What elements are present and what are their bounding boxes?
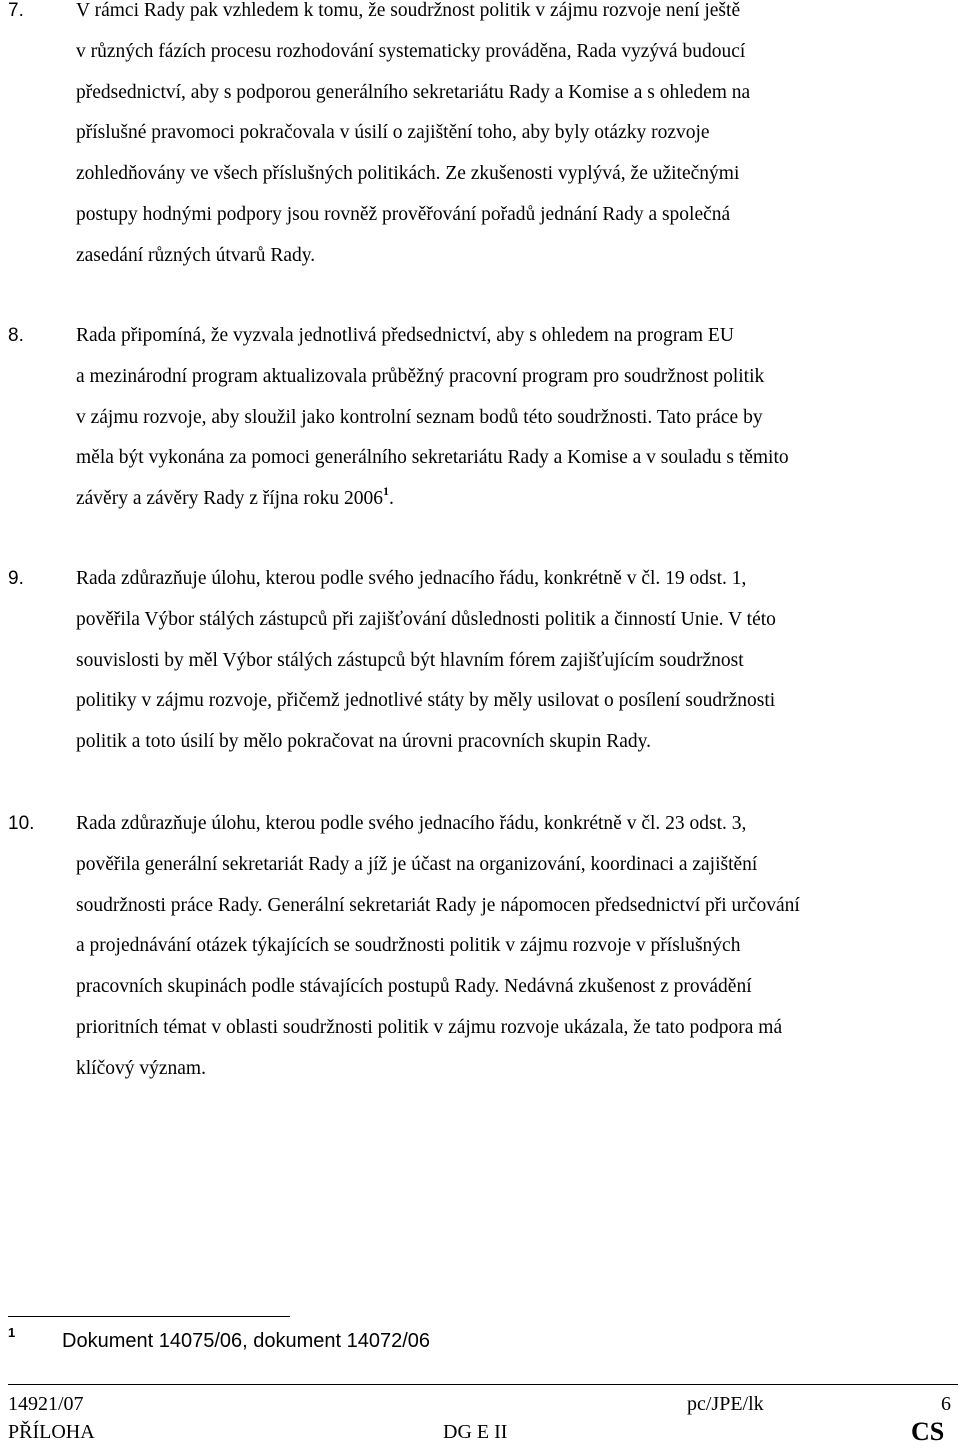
text-line: klíčový význam. bbox=[76, 1057, 206, 1079]
paragraph-text bbox=[76, 804, 946, 1090]
footer-doc-number: 14921/07 bbox=[8, 1393, 84, 1415]
text-line-content: závěry a závěry Rady z října roku 2006 bbox=[76, 488, 383, 510]
footer-language: CS bbox=[911, 1417, 945, 1446]
footnote-separator bbox=[8, 1316, 290, 1317]
text-line: příslušné pravomoci pokračovala v úsilí o zajištění toho, aby byly otázky rozvoje bbox=[76, 122, 710, 144]
text-line: zohledňovány ve všech příslušných politikách. Ze zkušenosti vyplývá, že užitečnými bbox=[76, 163, 740, 185]
text-line: V rámci Rady pak vzhledem k tomu, že soudržnost politik v zájmu rozvoje není ještě bbox=[76, 0, 741, 21]
paragraph-text bbox=[76, 559, 946, 763]
footnote-reference[interactable]: 1 bbox=[383, 484, 389, 499]
footnote-text: Dokument 14075/06, dokument 14072/06 bbox=[62, 1330, 431, 1352]
text-line-last bbox=[76, 479, 946, 521]
text-line: prioritních témat v oblasti soudržnosti politik v zájmu rozvoje ukázala, že tato podpora má bbox=[76, 1016, 783, 1038]
text-line: souvislosti by měl Výbor stálých zástupců být hlavním fórem zajišťujícím soudržnost bbox=[76, 649, 744, 671]
text-line: Rada připomíná, že vyzvala jednotlivá předsednictví, aby s ohledem na program EU bbox=[76, 325, 734, 346]
paragraph-number: 8. bbox=[8, 325, 24, 346]
text-line: soudržnosti práce Rady. Generální sekretariát Rady je nápomocen předsednictví při určování bbox=[76, 894, 800, 916]
footnote-mark: 1 bbox=[8, 1325, 16, 1340]
text-line: pracovních skupinách podle stávajících postupů Rady. Nedávná zkušenost z provádění bbox=[76, 976, 752, 998]
text-line: a projednávání otázek týkajících se soudržnosti politik v zájmu rozvoje v příslušných bbox=[76, 935, 741, 957]
text-line: a mezinárodní program aktualizovala průběžný pracovní program pro soudržnost politik bbox=[76, 365, 765, 387]
text-line: politik a toto úsilí by mělo pokračovat na úrovni pracovních skupin Rady. bbox=[76, 731, 651, 753]
footer-separator bbox=[8, 1384, 958, 1385]
sentence-end: . bbox=[389, 488, 394, 510]
text-line: postupy hodnými podpory jsou rovněž prověřování pořadů jednání Rady a společná bbox=[76, 203, 731, 225]
text-line: pověřila Výbor stálých zástupců při zajišťování důslednosti politik a činností Unie. V této bbox=[76, 608, 776, 630]
text-line: zasedání různých útvarů Rady. bbox=[76, 244, 316, 266]
text-line: v zájmu rozvoje, aby sloužil jako kontrolní seznam bodů této soudržnosti. Tato práce by bbox=[76, 406, 763, 428]
text-line: v různých fázích procesu rozhodování systematicky prováděna, Rada vyzývá budoucí bbox=[76, 40, 746, 62]
paragraph-text bbox=[76, 316, 946, 521]
text-line: měla být vykonána za pomoci generálního sekretariátu Rady a Komise a v souladu s těmito bbox=[76, 447, 789, 469]
paragraph-number: 9. bbox=[8, 568, 24, 589]
paragraph-number: 10. bbox=[8, 813, 35, 834]
footer-page-number: 6 bbox=[941, 1393, 951, 1415]
footer-annex: PŘÍLOHA bbox=[8, 1421, 95, 1443]
text-line: předsednictví, aby s podporou generálního sekretariátu Rady a Komise a s ohledem na bbox=[76, 81, 751, 103]
footer-dg: DG E II bbox=[443, 1421, 508, 1443]
paragraph-text bbox=[76, 0, 946, 277]
text-line: pověřila generální sekretariát Rady a jíž je účast na organizování, koordinaci a zajištění bbox=[76, 853, 758, 875]
paragraph-number: 7. bbox=[8, 0, 24, 21]
text-line: politiky v zájmu rozvoje, přičemž jednotlivé státy by měly usilovat o posílení soudržnosti bbox=[76, 690, 776, 712]
text-line: Rada zdůrazňuje úlohu, kterou podle svého jednacího řádu, konkrétně v čl. 23 odst. 3, bbox=[76, 813, 747, 834]
text-line: Rada zdůrazňuje úlohu, kterou podle svého jednacího řádu, konkrétně v čl. 19 odst. 1, bbox=[76, 568, 747, 589]
footer-initials: pc/JPE/lk bbox=[687, 1393, 764, 1415]
